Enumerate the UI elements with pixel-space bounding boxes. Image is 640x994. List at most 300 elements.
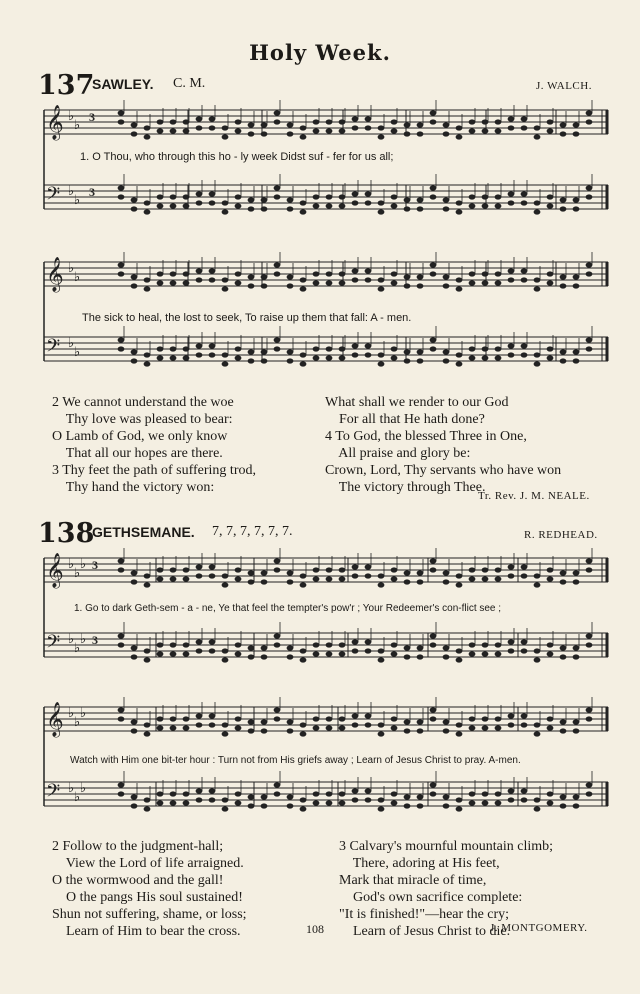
note-icon (547, 576, 554, 581)
note-icon (248, 122, 255, 127)
note-icon (417, 579, 424, 584)
note-icon (287, 122, 294, 127)
flat-icon: ♭ (68, 109, 75, 124)
note-icon (534, 573, 541, 578)
note-icon (495, 642, 502, 647)
note-icon (326, 800, 333, 805)
note-icon (118, 707, 125, 712)
note-icon (378, 277, 385, 282)
note-icon (170, 800, 177, 805)
note-icon (287, 728, 294, 733)
note-icon (547, 271, 554, 276)
note-icon (586, 642, 593, 647)
note-icon (326, 567, 333, 572)
note-icon (274, 119, 281, 124)
note-icon (560, 197, 567, 202)
note-icon (157, 576, 164, 581)
note-icon (560, 274, 567, 279)
note-icon (196, 722, 203, 727)
note-icon (313, 194, 320, 199)
note-icon (170, 280, 177, 285)
note-icon (365, 200, 372, 205)
note-icon (209, 200, 216, 205)
flat-icon: ♭ (74, 118, 81, 133)
note-icon (365, 788, 372, 793)
note-icon (352, 200, 359, 205)
note-icon (144, 277, 151, 282)
note-icon (469, 355, 476, 360)
note-icon (339, 651, 346, 656)
note-icon (365, 564, 372, 569)
note-icon (391, 271, 398, 276)
note-icon (469, 119, 476, 124)
note-icon (404, 803, 411, 808)
verses-left: 2 We cannot understand the woe Thy love was pleased to bear: O Lamb of God, we only know That all our hopes are there. 3 Thy feet the path of suffering trod, Thy hand the victory won: (52, 395, 256, 495)
note-icon (521, 116, 528, 121)
note-icon (144, 125, 151, 130)
note-icon (248, 719, 255, 724)
note-icon (274, 194, 281, 199)
note-icon (534, 648, 541, 653)
note-icon (547, 355, 554, 360)
note-icon (430, 558, 437, 563)
note-icon (482, 567, 489, 572)
note-icon (300, 657, 307, 662)
note-icon (131, 283, 138, 288)
note-icon (469, 800, 476, 805)
note-icon (222, 361, 229, 366)
note-icon (339, 203, 346, 208)
note-icon (534, 200, 541, 205)
flat-icon: ♭ (74, 566, 81, 581)
note-icon (261, 349, 268, 354)
note-icon (313, 791, 320, 796)
note-icon (144, 582, 151, 587)
note-icon (495, 791, 502, 796)
note-icon (144, 657, 151, 662)
note-icon (131, 274, 138, 279)
note-icon (287, 274, 294, 279)
note-icon (248, 197, 255, 202)
note-icon (131, 803, 138, 808)
note-icon (157, 800, 164, 805)
note-icon (209, 116, 216, 121)
note-icon (326, 642, 333, 647)
note-icon (209, 268, 216, 273)
note-icon (118, 185, 125, 190)
note-icon (183, 128, 190, 133)
note-icon (560, 803, 567, 808)
flat-icon: ♭ (68, 557, 75, 572)
note-icon (274, 110, 281, 115)
note-icon (131, 794, 138, 799)
note-icon (118, 337, 125, 342)
note-icon (222, 731, 229, 736)
note-icon (183, 725, 190, 730)
note-icon (365, 116, 372, 121)
note-icon (521, 648, 528, 653)
note-icon (404, 358, 411, 363)
note-icon (144, 200, 151, 205)
note-icon (144, 286, 151, 291)
note-icon (196, 343, 203, 348)
note-icon (456, 657, 463, 662)
note-icon (443, 803, 450, 808)
note-icon (196, 352, 203, 357)
note-icon (482, 642, 489, 647)
note-icon (352, 352, 359, 357)
note-icon (482, 203, 489, 208)
note-icon (534, 657, 541, 662)
note-icon (508, 639, 515, 644)
note-icon (209, 343, 216, 348)
note-icon (547, 800, 554, 805)
note-icon (287, 645, 294, 650)
note-icon (560, 654, 567, 659)
note-icon (482, 725, 489, 730)
note-icon (261, 206, 268, 211)
note-icon (378, 648, 385, 653)
note-icon (300, 731, 307, 736)
verses-left: 2 Follow to the judgment-hall; View the Lord of life arraigned. O the wormwood and the gall! O the pangs His soul sustained! Shun not suffering, shame, or loss; Learn of Him to bear the cross. (52, 839, 247, 939)
note-icon (196, 713, 203, 718)
lyric-line: Watch with Him one bit-ter hour : Turn not from His griefs away ; Learn of Jesus Christ to pray. A-men. (70, 755, 521, 766)
note-icon (274, 558, 281, 563)
note-icon (404, 794, 411, 799)
note-icon (157, 271, 164, 276)
note-icon (326, 271, 333, 276)
note-icon (573, 131, 580, 136)
note-icon (417, 206, 424, 211)
note-icon (326, 119, 333, 124)
flat-icon: ♭ (80, 557, 87, 572)
note-icon (209, 277, 216, 282)
note-icon (560, 719, 567, 724)
note-icon (378, 209, 385, 214)
note-icon (456, 648, 463, 653)
note-icon (508, 573, 515, 578)
note-icon (482, 194, 489, 199)
note-icon (404, 719, 411, 724)
note-icon (248, 274, 255, 279)
note-icon (443, 131, 450, 136)
note-icon (573, 728, 580, 733)
note-icon (430, 110, 437, 115)
note-icon (560, 728, 567, 733)
note-icon (352, 125, 359, 130)
note-icon (521, 639, 528, 644)
note-icon (482, 271, 489, 276)
note-icon (586, 110, 593, 115)
note-icon (534, 209, 541, 214)
note-icon (378, 806, 385, 811)
note-icon (274, 567, 281, 572)
composer: J. WALCH. (536, 80, 592, 92)
note-icon (261, 122, 268, 127)
note-icon (118, 558, 125, 563)
note-icon (547, 651, 554, 656)
note-icon (300, 125, 307, 130)
note-icon (170, 716, 177, 721)
flat-icon: ♭ (74, 345, 81, 360)
hymn-number: 137 (38, 70, 95, 101)
note-icon (313, 725, 320, 730)
note-icon (365, 343, 372, 348)
note-icon (300, 582, 307, 587)
treble-clef-icon: 𝄞 (46, 105, 64, 140)
note-icon (274, 791, 281, 796)
lyric-line: The sick to heal, the lost to seek, To raise up them that fall: A - men. (82, 312, 412, 324)
meter: 7, 7, 7, 7, 7, 7. (212, 524, 293, 539)
note-icon (417, 794, 424, 799)
note-icon (495, 271, 502, 276)
note-icon (170, 567, 177, 572)
note-icon (300, 209, 307, 214)
note-icon (404, 283, 411, 288)
note-icon (339, 716, 346, 721)
note-icon (326, 576, 333, 581)
note-icon (391, 651, 398, 656)
note-icon (235, 203, 242, 208)
note-icon (417, 803, 424, 808)
note-icon (443, 645, 450, 650)
note-icon (404, 197, 411, 202)
note-icon (339, 642, 346, 647)
note-icon (313, 119, 320, 124)
note-icon (469, 346, 476, 351)
note-icon (417, 283, 424, 288)
time-signature: 3 (92, 558, 98, 572)
note-icon (222, 352, 229, 357)
note-icon (495, 651, 502, 656)
note-icon (469, 716, 476, 721)
note-icon (222, 277, 229, 282)
note-icon (157, 791, 164, 796)
note-icon (508, 268, 515, 273)
note-icon (183, 800, 190, 805)
note-icon (391, 725, 398, 730)
note-icon (521, 277, 528, 282)
note-icon (547, 280, 554, 285)
note-icon (469, 194, 476, 199)
note-icon (287, 349, 294, 354)
note-icon (118, 791, 125, 796)
note-icon (144, 648, 151, 653)
note-icon (352, 564, 359, 569)
note-icon (222, 286, 229, 291)
note-icon (209, 713, 216, 718)
note-icon (209, 191, 216, 196)
note-icon (378, 657, 385, 662)
note-icon (521, 191, 528, 196)
note-icon (534, 361, 541, 366)
note-icon (430, 782, 437, 787)
note-icon (443, 654, 450, 659)
note-icon (144, 731, 151, 736)
meter: C. M. (173, 76, 206, 91)
note-icon (339, 576, 346, 581)
note-icon (508, 564, 515, 569)
flat-icon: ♭ (74, 641, 81, 656)
note-icon (313, 346, 320, 351)
note-icon (573, 122, 580, 127)
note-icon (209, 797, 216, 802)
note-icon (248, 579, 255, 584)
flat-icon: ♭ (74, 193, 81, 208)
note-icon (235, 651, 242, 656)
note-icon (326, 203, 333, 208)
note-icon (339, 725, 346, 730)
note-icon (209, 722, 216, 727)
note-icon (287, 794, 294, 799)
note-icon (586, 262, 593, 267)
note-icon (404, 206, 411, 211)
note-icon (274, 716, 281, 721)
note-icon (157, 355, 164, 360)
note-icon (391, 567, 398, 572)
note-icon (287, 719, 294, 724)
note-icon (495, 128, 502, 133)
note-icon (560, 579, 567, 584)
note-icon (391, 355, 398, 360)
note-icon (508, 277, 515, 282)
lyric-line: 1. O Thou, who through this ho - ly week Didst suf - fer for us all; (80, 151, 394, 163)
note-icon (443, 197, 450, 202)
note-icon (196, 268, 203, 273)
note-icon (326, 725, 333, 730)
note-icon (417, 122, 424, 127)
note-icon (482, 355, 489, 360)
note-icon (144, 134, 151, 139)
note-icon (586, 791, 593, 796)
note-icon (534, 797, 541, 802)
note-icon (417, 570, 424, 575)
note-icon (183, 651, 190, 656)
note-icon (235, 194, 242, 199)
note-icon (287, 131, 294, 136)
note-icon (391, 203, 398, 208)
note-icon (209, 648, 216, 653)
note-icon (352, 639, 359, 644)
note-icon (248, 794, 255, 799)
note-icon (430, 642, 437, 647)
note-icon (547, 119, 554, 124)
note-icon (131, 645, 138, 650)
note-icon (352, 277, 359, 282)
note-icon (183, 576, 190, 581)
hymn-number: 138 (38, 518, 95, 549)
note-icon (378, 352, 385, 357)
note-icon (378, 125, 385, 130)
note-icon (235, 800, 242, 805)
note-icon (326, 791, 333, 796)
note-icon (170, 725, 177, 730)
note-icon (300, 352, 307, 357)
note-icon (443, 283, 450, 288)
note-icon (456, 722, 463, 727)
page-number: 108 (306, 922, 324, 936)
note-icon (300, 722, 307, 727)
note-icon (456, 134, 463, 139)
note-icon (248, 283, 255, 288)
note-icon (443, 122, 450, 127)
note-icon (326, 651, 333, 656)
note-icon (586, 271, 593, 276)
note-icon (586, 633, 593, 638)
note-icon (144, 797, 151, 802)
flat-icon: ♭ (80, 706, 87, 721)
note-icon (547, 194, 554, 199)
note-icon (378, 361, 385, 366)
tune-name: GETHSEMANE. (92, 524, 195, 540)
note-icon (508, 191, 515, 196)
note-icon (378, 797, 385, 802)
note-icon (339, 346, 346, 351)
note-icon (352, 191, 359, 196)
note-icon (534, 582, 541, 587)
note-icon (157, 651, 164, 656)
note-icon (235, 725, 242, 730)
note-icon (274, 642, 281, 647)
note-icon (534, 722, 541, 727)
note-icon (339, 355, 346, 360)
flat-icon: ♭ (68, 706, 75, 721)
note-icon (209, 573, 216, 578)
note-icon (378, 134, 385, 139)
note-icon (235, 271, 242, 276)
note-icon (521, 713, 528, 718)
note-icon (547, 346, 554, 351)
note-icon (482, 651, 489, 656)
note-icon (534, 277, 541, 282)
bass-clef-icon: 𝄢 (46, 336, 61, 361)
note-icon (456, 286, 463, 291)
note-icon (417, 349, 424, 354)
note-icon (196, 200, 203, 205)
note-icon (365, 722, 372, 727)
note-icon (495, 576, 502, 581)
note-icon (144, 806, 151, 811)
note-icon (378, 582, 385, 587)
note-icon (417, 131, 424, 136)
note-icon (170, 576, 177, 581)
note-icon (430, 707, 437, 712)
note-icon (131, 570, 138, 575)
note-icon (326, 280, 333, 285)
note-icon (469, 567, 476, 572)
note-icon (586, 185, 593, 190)
note-icon (443, 794, 450, 799)
note-icon (430, 119, 437, 124)
note-icon (261, 283, 268, 288)
flat-icon: ♭ (68, 261, 75, 276)
note-icon (313, 567, 320, 572)
note-icon (469, 128, 476, 133)
note-icon (261, 719, 268, 724)
note-icon (248, 131, 255, 136)
note-icon (261, 197, 268, 202)
note-icon (404, 654, 411, 659)
note-icon (352, 797, 359, 802)
note-icon (261, 645, 268, 650)
note-icon (248, 645, 255, 650)
note-icon (222, 582, 229, 587)
note-icon (404, 122, 411, 127)
note-icon (521, 200, 528, 205)
note-icon (495, 355, 502, 360)
note-icon (209, 125, 216, 130)
note-icon (352, 268, 359, 273)
